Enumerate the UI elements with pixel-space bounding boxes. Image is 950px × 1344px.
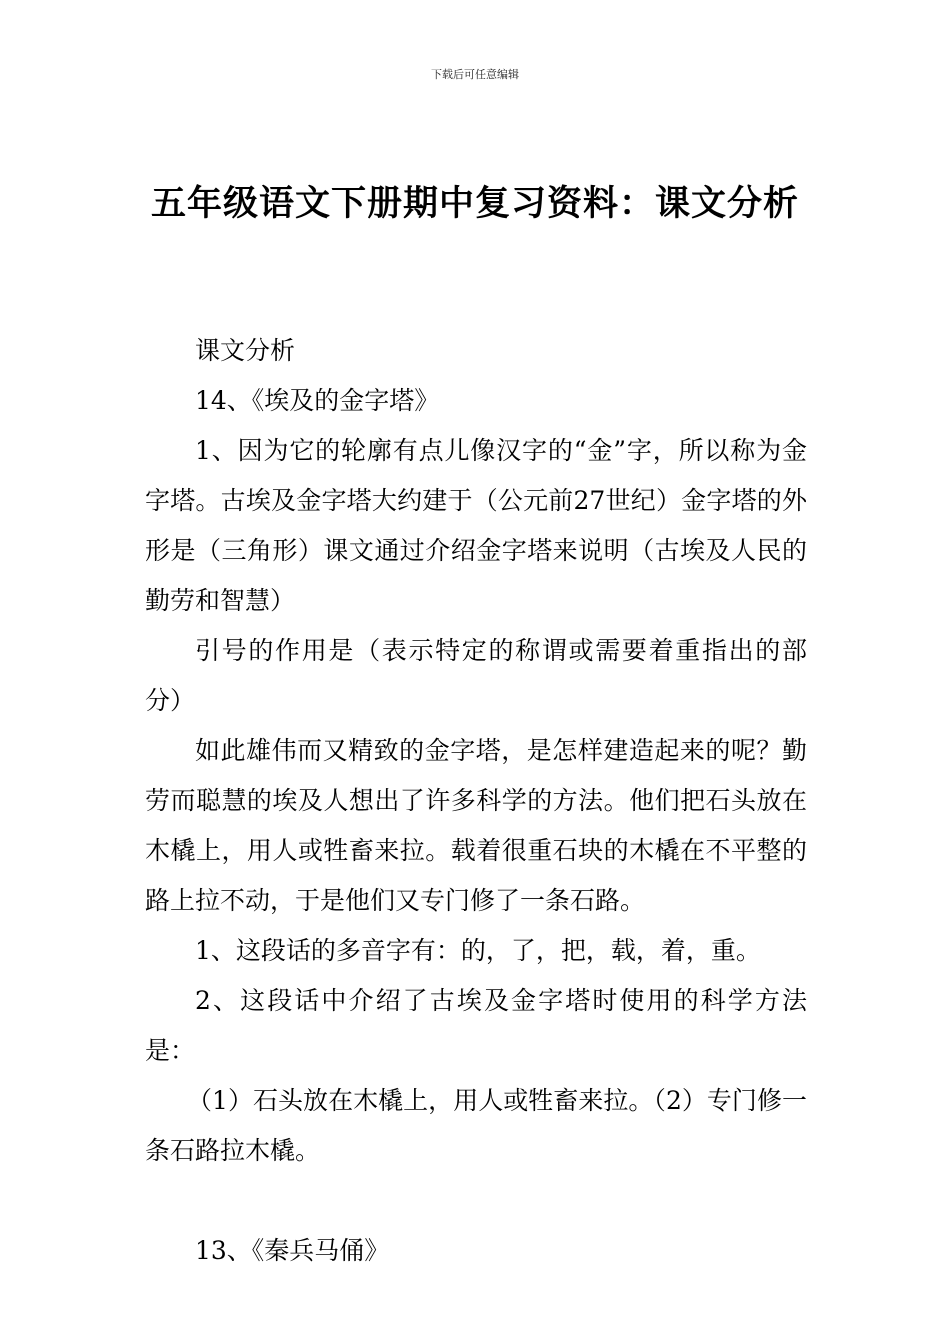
- document-title: 五年级语文下册期中复习资料：课文分析: [150, 184, 799, 224]
- paragraph: 1、因为它的轮廓有点儿像汉字的“金”字，所以称为金字塔。古埃及金字塔大约建于（公元前27世纪）金字塔的外形是（三角形）课文通过介绍金字塔来说明（古埃及人民的勤劳和智慧）: [145, 436, 807, 615]
- blank-line: [145, 1176, 807, 1226]
- paragraph: 如此雄伟而又精致的金字塔，是怎样建造起来的呢？勤劳而聪慧的埃及人想出了许多科学的方法。他们把石头放在木橇上，用人或牲畜来拉。载着很重石块的木橇在不平整的路上拉不动，于是他们又专门修了一条石路。: [145, 736, 807, 915]
- paragraph: 2、这段话中介绍了古埃及金字塔时使用的科学方法是：: [145, 986, 807, 1065]
- lesson-heading: 14、《埃及的金字塔》: [195, 386, 440, 415]
- lesson-heading: 13、《秦兵马俑》: [195, 1236, 390, 1265]
- section-heading: 课文分析: [195, 336, 296, 365]
- paragraph: 引号的作用是（表示特定的称谓或需要着重指出的部分）: [145, 636, 807, 715]
- header-note: 下载后可任意编辑: [431, 68, 519, 81]
- paragraph: （1）石头放在木橇上，用人或牲畜来拉。（2）专门修一条石路拉木橇。: [145, 1086, 807, 1165]
- paragraph: 1、这段话的多音字有：的，了，把，载，着，重。: [195, 936, 761, 965]
- document-body: [145, 326, 807, 1276]
